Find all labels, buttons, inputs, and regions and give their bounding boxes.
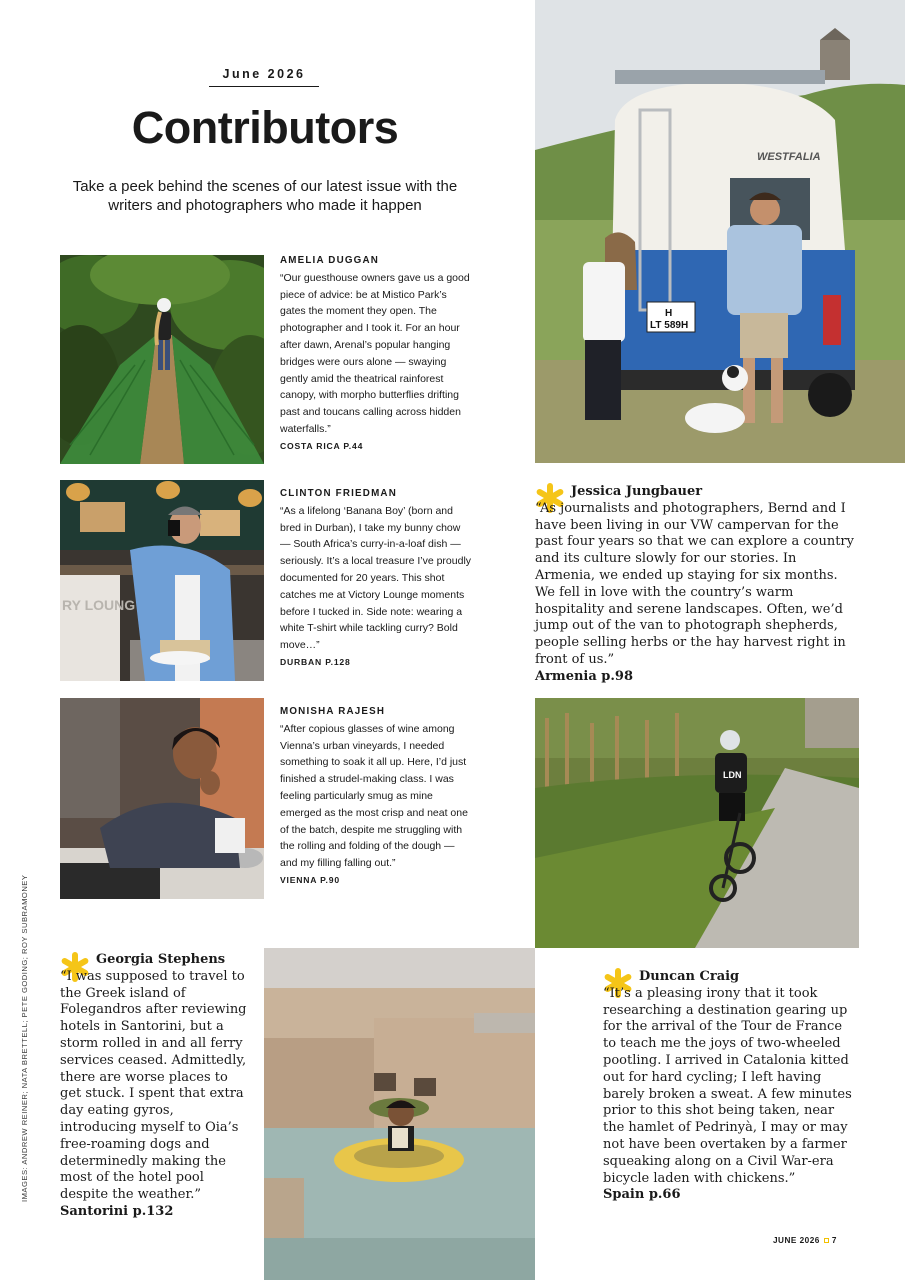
photo-campervan xyxy=(535,0,905,463)
contributor-quote: “As journalists and photographers, Bernd and I have been living in our VW campervan for the past four years so that we can explore a country and its culture slowly for our stories. In Armenia, we ended up staying for six months. We fell in love with the country’s warm hospitality and serene landscapes. Often, we’d jump out of the van to photograph shepherds, people selling herbs or the hay harvest right in front of us.” xyxy=(535,500,854,667)
intro-text: Take a peek behind the scenes of our latest issue with the writers and photographers who made it happen xyxy=(72,178,458,214)
photo-rainforest-bridge xyxy=(60,255,264,464)
folio-issue: JUNE 2026 xyxy=(773,1236,820,1245)
jersey-text: LDN xyxy=(723,770,742,780)
page-title: Contributors xyxy=(131,102,399,153)
contributor-georgia-stephens xyxy=(60,952,252,1221)
contributor-quote: “I was supposed to travel to the Greek island of Folegandros after reviewing hotels in Santorini, but a storm rolled in and all ferry services ceased. Admittedly, there are worse places to get stuck. I spent that extra day eating gyros, introducing myself to Oia’s free-roaming dogs and determinedly making the most of the hotel pool despite the weather.” xyxy=(60,968,247,1203)
contributor-name: Jessica Jungbauer xyxy=(571,484,703,499)
story-reference: Santorini p.132 xyxy=(60,1203,174,1219)
photo-restaurant xyxy=(60,480,264,681)
contributor-quote: “Our guesthouse owners gave us a good piece of advice: be at Mistico Park’s gates the moment they open. The photographer and I took it. For an hour after dawn, Arenal’s popular hanging bridges were ours alone — swaying gently amid the theatrical rainforest canopy, with morpho butterflies drifting past and toucans calling across hidden waterfalls.” xyxy=(280,271,470,435)
photo-kitchen xyxy=(60,698,264,899)
page-folio xyxy=(773,1236,837,1245)
contributor-monisha-rajesh xyxy=(280,704,472,889)
contributor-clinton-friedman xyxy=(280,486,472,671)
contributor-amelia-duggan xyxy=(280,253,472,455)
contributor-duncan-craig xyxy=(603,969,858,1204)
issue-date: June 2026 xyxy=(209,67,319,87)
image-credits: IMAGES: ANDREW REINER; NATA BRETTELL; PETE GODING; ROY SUBRAMONEY xyxy=(20,874,29,1202)
contributor-name: MONISHA RAJESH xyxy=(280,706,386,717)
contributor-quote: “After copious glasses of wine among Vienna’s urban vineyards, I needed something to soak it all up. Here, I’d just finished a strudel-making class. I was feeling particularly smug as mine emerged as the most crisp and neat one of the batch, despite me struggling with the rolling and folding of the dough — and my filling falling out.” xyxy=(280,722,468,870)
story-reference: VIENNA P.90 xyxy=(280,874,340,885)
contributor-name: CLINTON FRIEDMAN xyxy=(280,488,397,499)
contributor-name: AMELIA DUGGAN xyxy=(280,255,380,266)
photo-cyclist xyxy=(535,698,859,948)
contributor-name: Georgia Stephens xyxy=(96,952,226,967)
contributor-jessica-jungbauer xyxy=(535,484,855,686)
plate-line-1: H xyxy=(665,308,673,319)
page-number: 7 xyxy=(831,1236,837,1245)
restaurant-sign-text: RY LOUNG xyxy=(62,597,136,613)
van-brand-text: WESTFALIA xyxy=(757,151,821,163)
story-reference: DURBAN P.128 xyxy=(280,656,351,667)
contributor-quote: “As a lifelong ‘Banana Boy’ (born and bred in Durban), I take my bunny chow — South Africa’s curry-in-a-loaf dish — seriously. It’s a local treasure I’ve proudly documented for 20 years. This shot catches me at Victory Lounge moments before I tucked in. Side note: wearing a white T-shirt while tackling curry? Bold move…” xyxy=(280,504,472,652)
story-reference: COSTA RICA P.44 xyxy=(280,440,364,451)
folio-separator-icon xyxy=(824,1238,829,1243)
story-reference: Spain p.66 xyxy=(603,1187,681,1203)
photo-hotel-pool xyxy=(264,948,535,1280)
story-reference: Armenia p.98 xyxy=(535,668,634,684)
contributor-name: Duncan Craig xyxy=(639,969,740,984)
contributor-quote: “It’s a pleasing irony that it took researching a destination gearing up for the arrival of the Tour de France to teach me the joys of two-wheeled pootling. I arrived in Catalonia kitted out for hard cycling; I left having barely broken a sweat. A few minutes prior to this shot being taken, near the hamlet of Pedrinyà, I may or may not have been overtaken by a farmer squeaking along on a Civil War-era bicycle laden with chickens.” xyxy=(603,985,852,1186)
plate-line-2: LT 589H xyxy=(650,320,689,331)
